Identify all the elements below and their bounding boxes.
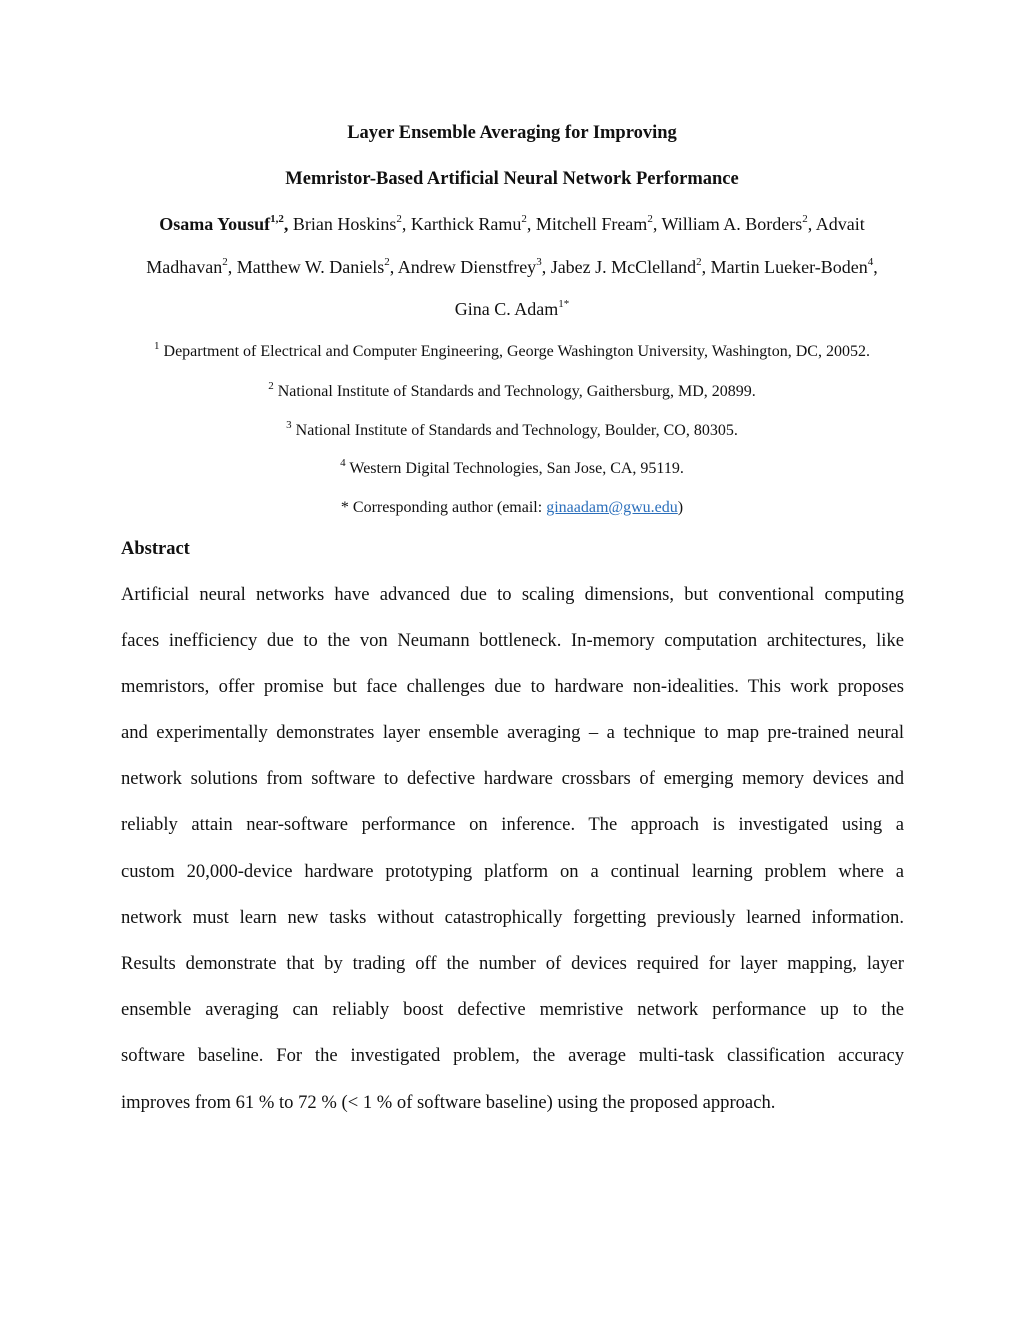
paper-title-line-1: Layer Ensemble Averaging for Improving	[347, 123, 677, 143]
abstract-line-last: improves from 61 % to 72 % (< 1 % of software baseline) using the proposed approach.	[121, 1092, 776, 1113]
author-list-line-1	[112, 212, 912, 236]
author-separator: ,	[873, 257, 878, 277]
abstract-line: memristors, offer promise but face challenges due to hardware non-idealities. This work proposes	[121, 676, 904, 697]
author-name: , Jabez J. McClelland	[541, 257, 697, 277]
abstract-line: Results demonstrate that by trading off the number of devices required for layer mapping, layer	[121, 953, 904, 974]
author-name-last: Gina C. Adam	[454, 299, 559, 319]
paper-title-line-2: Memristor-Based Artificial Neural Network Performance	[285, 169, 739, 189]
author-affiliation-mark: 2	[521, 213, 527, 225]
author-name: Madhavan	[146, 257, 223, 277]
abstract-line: reliably attain near-software performance on inference. The approach is investigated using a	[121, 814, 904, 835]
corresponding-suffix: )	[677, 499, 684, 516]
author-affiliation-mark: 3	[536, 256, 542, 268]
affiliation-text: Western Digital Technologies, San Jose, CA, 95119.	[345, 460, 684, 477]
corresponding-author-note	[0, 498, 1024, 518]
affiliation-1	[0, 339, 1024, 362]
author-list-line-3	[112, 297, 912, 321]
author-affiliation-mark: 1,2	[270, 213, 284, 225]
affiliation-text: National Institute of Standards and Technology, Boulder, CO, 80305.	[291, 422, 738, 439]
author-affiliation-mark: 2	[647, 213, 653, 225]
affiliation-mark: 1	[154, 339, 160, 352]
affiliation-2	[0, 379, 1024, 402]
abstract-line: custom 20,000-device hardware prototyping platform on a continual learning problem where a	[121, 861, 904, 882]
author-affiliation-mark: 2	[696, 256, 702, 268]
author-affiliation-mark: 2	[384, 256, 390, 268]
author-name: Brian Hoskins	[288, 214, 397, 234]
abstract-line: network must learn new tasks without catastrophically forgetting previously learned information.	[121, 907, 904, 928]
author-affiliation-mark: 2	[396, 213, 402, 225]
affiliation-4	[0, 456, 1024, 479]
abstract-line: Artificial neural networks have advanced due to scaling dimensions, but conventional computing	[121, 584, 904, 605]
abstract-line: faces inefficiency due to the von Neumann bottleneck. In-memory computation architectures, like	[121, 630, 904, 651]
author-affiliation-mark: 1*	[558, 298, 570, 310]
abstract-line: software baseline. For the investigated problem, the average multi-task classification accuracy	[121, 1045, 904, 1066]
author-name: , Mitchell Fream	[526, 214, 648, 234]
author-name: , Martin Lueker-Boden	[701, 257, 868, 277]
author-name: , Advait	[807, 214, 865, 234]
affiliation-mark: 3	[286, 418, 292, 431]
corresponding-prefix: * Corresponding author (email:	[340, 499, 547, 516]
author-name: , Matthew W. Daniels	[227, 257, 385, 277]
abstract-heading: Abstract	[121, 539, 190, 559]
author-affiliation-mark: 4	[867, 256, 874, 268]
author-separator: ,	[283, 214, 289, 234]
affiliation-3	[0, 418, 1024, 441]
author-name-first: Osama Yousuf	[159, 214, 271, 234]
author-list-line-2	[112, 255, 912, 279]
abstract-line: network solutions from software to defective hardware crossbars of emerging memory devices and	[121, 768, 904, 789]
author-name: , Karthick Ramu	[401, 214, 522, 234]
corresponding-email-link[interactable]: ginaadam@gwu.edu	[546, 499, 678, 516]
author-name: , William A. Borders	[652, 214, 803, 234]
affiliation-text: National Institute of Standards and Technology, Gaithersburg, MD, 20899.	[273, 383, 756, 400]
author-name: , Andrew Dienstfrey	[389, 257, 537, 277]
abstract-line: ensemble averaging can reliably boost defective memristive network performance up to the	[121, 999, 904, 1020]
abstract-line: and experimentally demonstrates layer ensemble averaging – a technique to map pre-trained neural	[121, 722, 904, 743]
author-affiliation-mark: 2	[802, 213, 808, 225]
affiliation-mark: 4	[340, 456, 346, 469]
author-affiliation-mark: 2	[222, 256, 228, 268]
affiliation-mark: 2	[268, 379, 274, 392]
affiliation-text: Department of Electrical and Computer Engineering, George Washington University, Washington, DC, 20052.	[159, 343, 870, 360]
